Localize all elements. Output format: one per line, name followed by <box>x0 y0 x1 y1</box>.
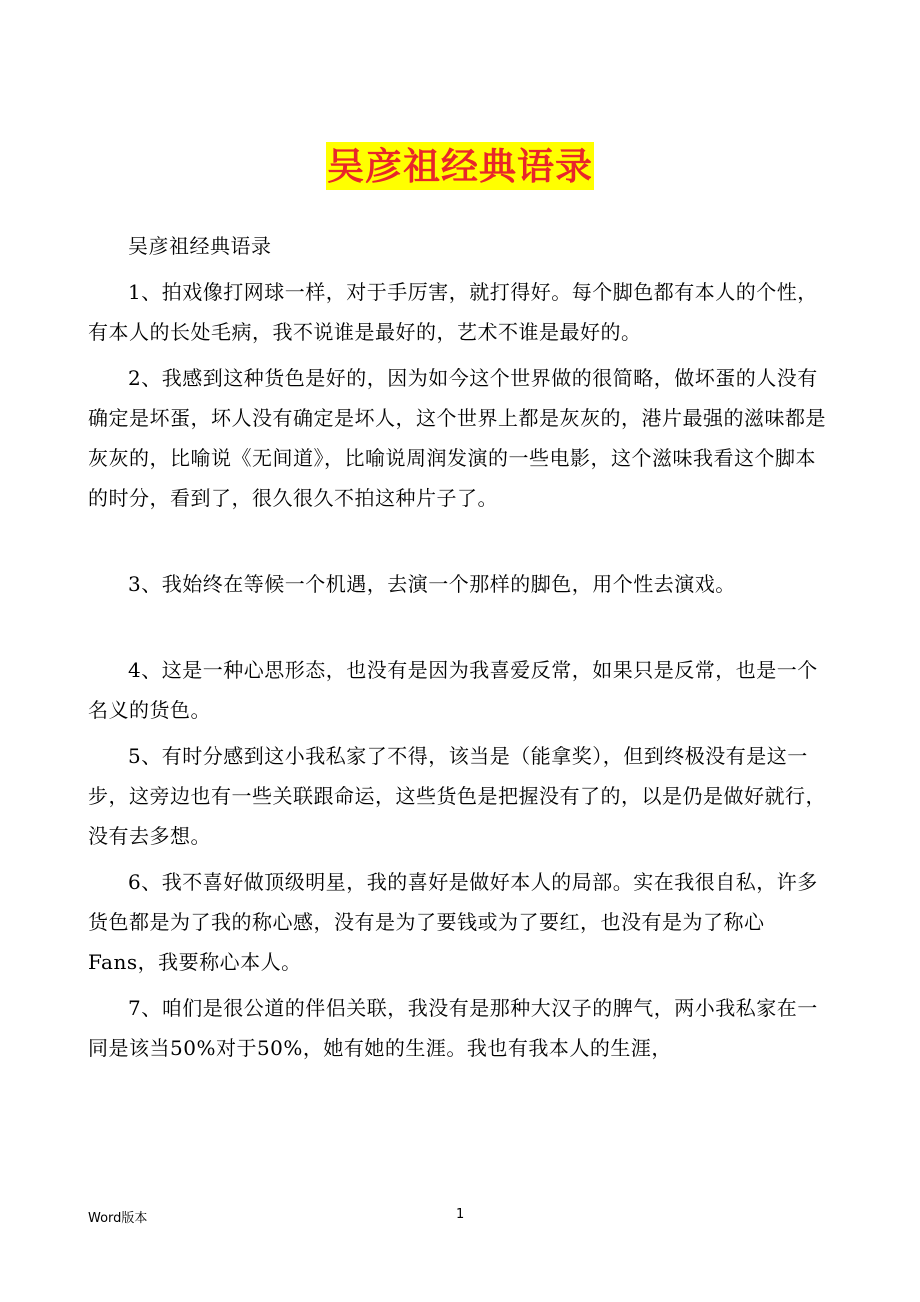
page-number: 1 <box>456 1207 465 1222</box>
title-container <box>0 142 920 190</box>
paragraph-quote-2: 2、我感到这种货色是好的，因为如今这个世界做的很简略，做坏蛋的人没有确定是坏蛋，坏人没有确定是坏人，这个世界上都是灰灰的，港片最强的滋味都是灰灰的，比喻说《无间道》，比喻说周润发演的一些电影，这个滋味我看这个脚本的时分，看到了，很久很久不拍这种片子了。 <box>88 366 826 510</box>
document-body <box>88 226 830 1074</box>
paragraph-quote-1: 1、拍戏像打网球一样，对于手厉害，就打得好。每个脚色都有本人的个性，有本人的长处毛病，我不说谁是最好的，艺术不谁是最好的。 <box>88 280 818 344</box>
paragraph-heading: 吴彦祖经典语录 <box>128 234 272 258</box>
paragraph-quote-3: 3、我始终在等候一个机遇，去演一个那样的脚色，用个性去演戏。 <box>128 572 736 596</box>
paragraph-quote-6: 6、我不喜好做顶级明星，我的喜好是做好本人的局部。实在我很自私，许多货色都是为了我的称心感，没有是为了要钱或为了要红，也没有是为了称心Fans，我要称心本人。 <box>88 870 818 974</box>
document-title: 吴彦祖经典语录 <box>327 144 593 188</box>
paragraph-quote-4: 4、这是一种心思形态，也没有是因为我喜爱反常，如果只是反常，也是一个名义的货色。 <box>88 658 818 722</box>
footer-label: Word版本 <box>88 1211 148 1226</box>
paragraph-quote-5: 5、有时分感到这小我私家了不得，该当是（能拿奖），但到终极没有是这一步，这旁边也有一些关联跟命运，这些货色是把握没有了的，以是仍是做好就行，没有去多想。 <box>88 744 826 848</box>
paragraph-quote-7: 7、咱们是很公道的伴侣关联，我没有是那种大汉子的脾气，两小我私家在一同是该当50%对于50%，她有她的生涯。我也有我本人的生涯， <box>88 996 818 1060</box>
